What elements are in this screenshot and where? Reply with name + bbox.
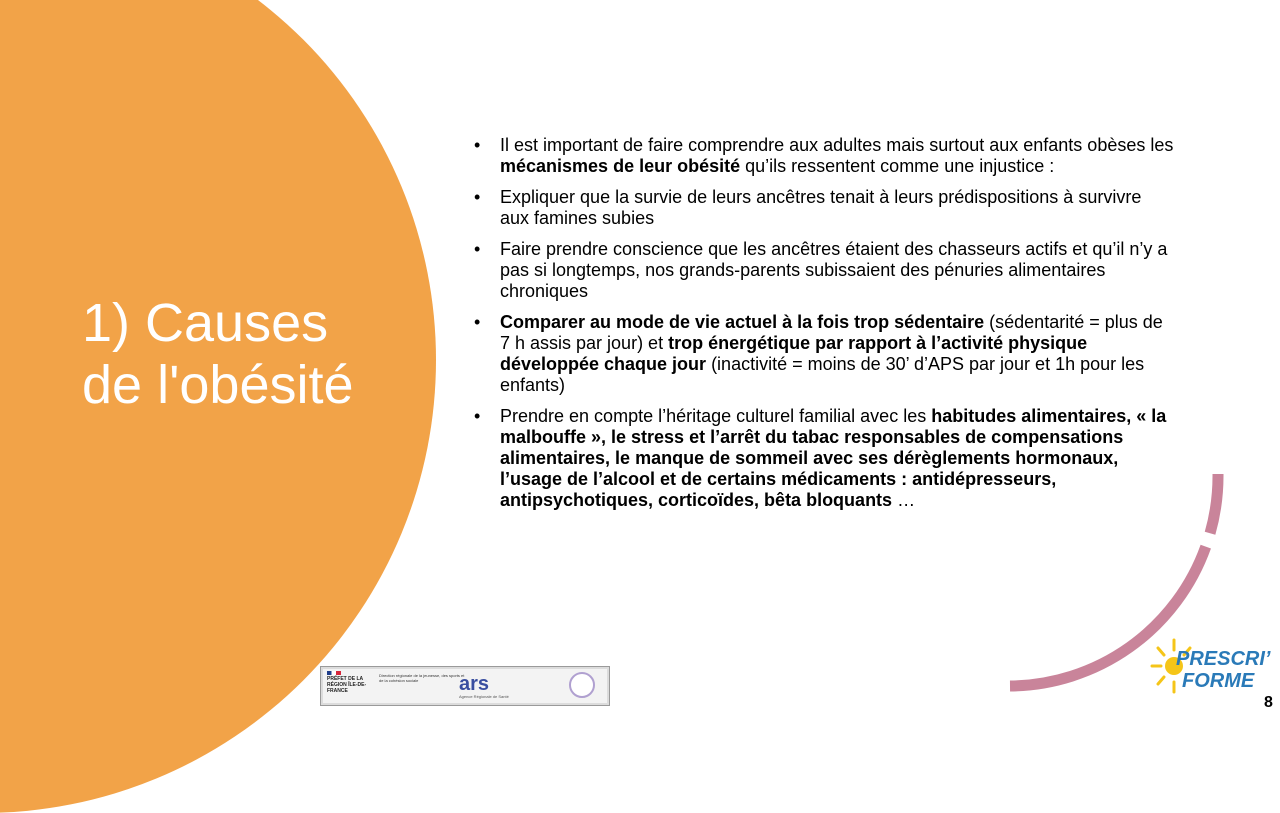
bullet-text: qu’ils ressentent comme une injustice : bbox=[740, 156, 1055, 176]
bullet-bold-text: habitudes alimentaires, « la malbouffe », le stress et l’arrêt du tabac responsables de compensations alimentaires, le manque de sommeil avec ses dérèglements hormonaux, l’usage de l’alcool et de certains médicaments : antidépresseurs, antipsychotiques, corticoïdes, bêta bloquants bbox=[500, 406, 1167, 510]
bullet-text: (inactivité = moins de 30’ d’APS par jour et 1h pour les enfants) bbox=[500, 354, 1145, 395]
bullet-text: Faire prendre conscience que les ancêtres étaient des chasseurs actifs et qu’il n’y a pas si longtemps, nos grands-parents subissaient des pénuries alimentaires chroniques bbox=[500, 239, 1168, 301]
bullet-item bbox=[474, 312, 1174, 396]
bullet-item bbox=[474, 187, 1174, 229]
direction-regionale-text: Direction régionale de la jeunesse, des sports et de la cohésion sociale bbox=[379, 673, 465, 683]
bullet-dot-icon: • bbox=[474, 312, 481, 332]
bullet-text: Il est important de faire comprendre aux adultes mais surtout aux enfants obèses les bbox=[500, 135, 1174, 155]
bullet-text: … bbox=[892, 490, 916, 510]
bullet-text: Prendre en compte l’héritage culturel familial avec les bbox=[500, 406, 932, 426]
bullet-text: Expliquer que la survie de leurs ancêtres tenait à leurs prédispositions à survivre aux famines subies bbox=[500, 187, 1142, 228]
bullet-text: (sédentarité = plus de 7 h assis par jour) et bbox=[500, 312, 1163, 353]
page-number: 8 bbox=[1264, 694, 1273, 711]
partner-logos-strip bbox=[320, 666, 610, 706]
slide-title-line1: 1) Causes bbox=[82, 293, 329, 353]
ars-logo-subtitle: Agence Régionale de Santé bbox=[459, 694, 509, 699]
prefet-logo bbox=[327, 671, 369, 701]
bullet-bold-text: Comparer au mode de vie actuel à la fois trop sédentaire bbox=[500, 312, 985, 332]
french-flag-icon bbox=[327, 671, 341, 675]
prescri-logo-line2: FORME bbox=[1182, 670, 1255, 692]
bullet-item bbox=[474, 239, 1174, 302]
slide-title-line2: de l'obésité bbox=[82, 355, 354, 415]
bullet-bold-text: mécanismes de leur obésité bbox=[500, 156, 741, 176]
bullet-dot-icon: • bbox=[474, 187, 481, 207]
bullet-item bbox=[474, 135, 1174, 177]
bullet-dot-icon: • bbox=[474, 406, 481, 426]
bullet-dot-icon: • bbox=[474, 239, 481, 259]
prescri-forme-logo bbox=[1150, 628, 1271, 704]
seal-logo-icon bbox=[569, 672, 595, 698]
ars-logo-text: ars bbox=[459, 673, 490, 695]
ars-logo bbox=[459, 673, 519, 699]
bullet-bold-text: trop énergétique par rapport à l’activité physique développée chaque jour bbox=[500, 333, 1088, 374]
slide-title bbox=[82, 292, 412, 416]
prefet-logo-text: PRÉFET DE LA RÉGION ÎLE-DE-FRANCE bbox=[327, 676, 367, 694]
prescri-logo-line1: PRESCRI’ bbox=[1176, 648, 1271, 670]
bullet-dot-icon: • bbox=[474, 135, 481, 155]
